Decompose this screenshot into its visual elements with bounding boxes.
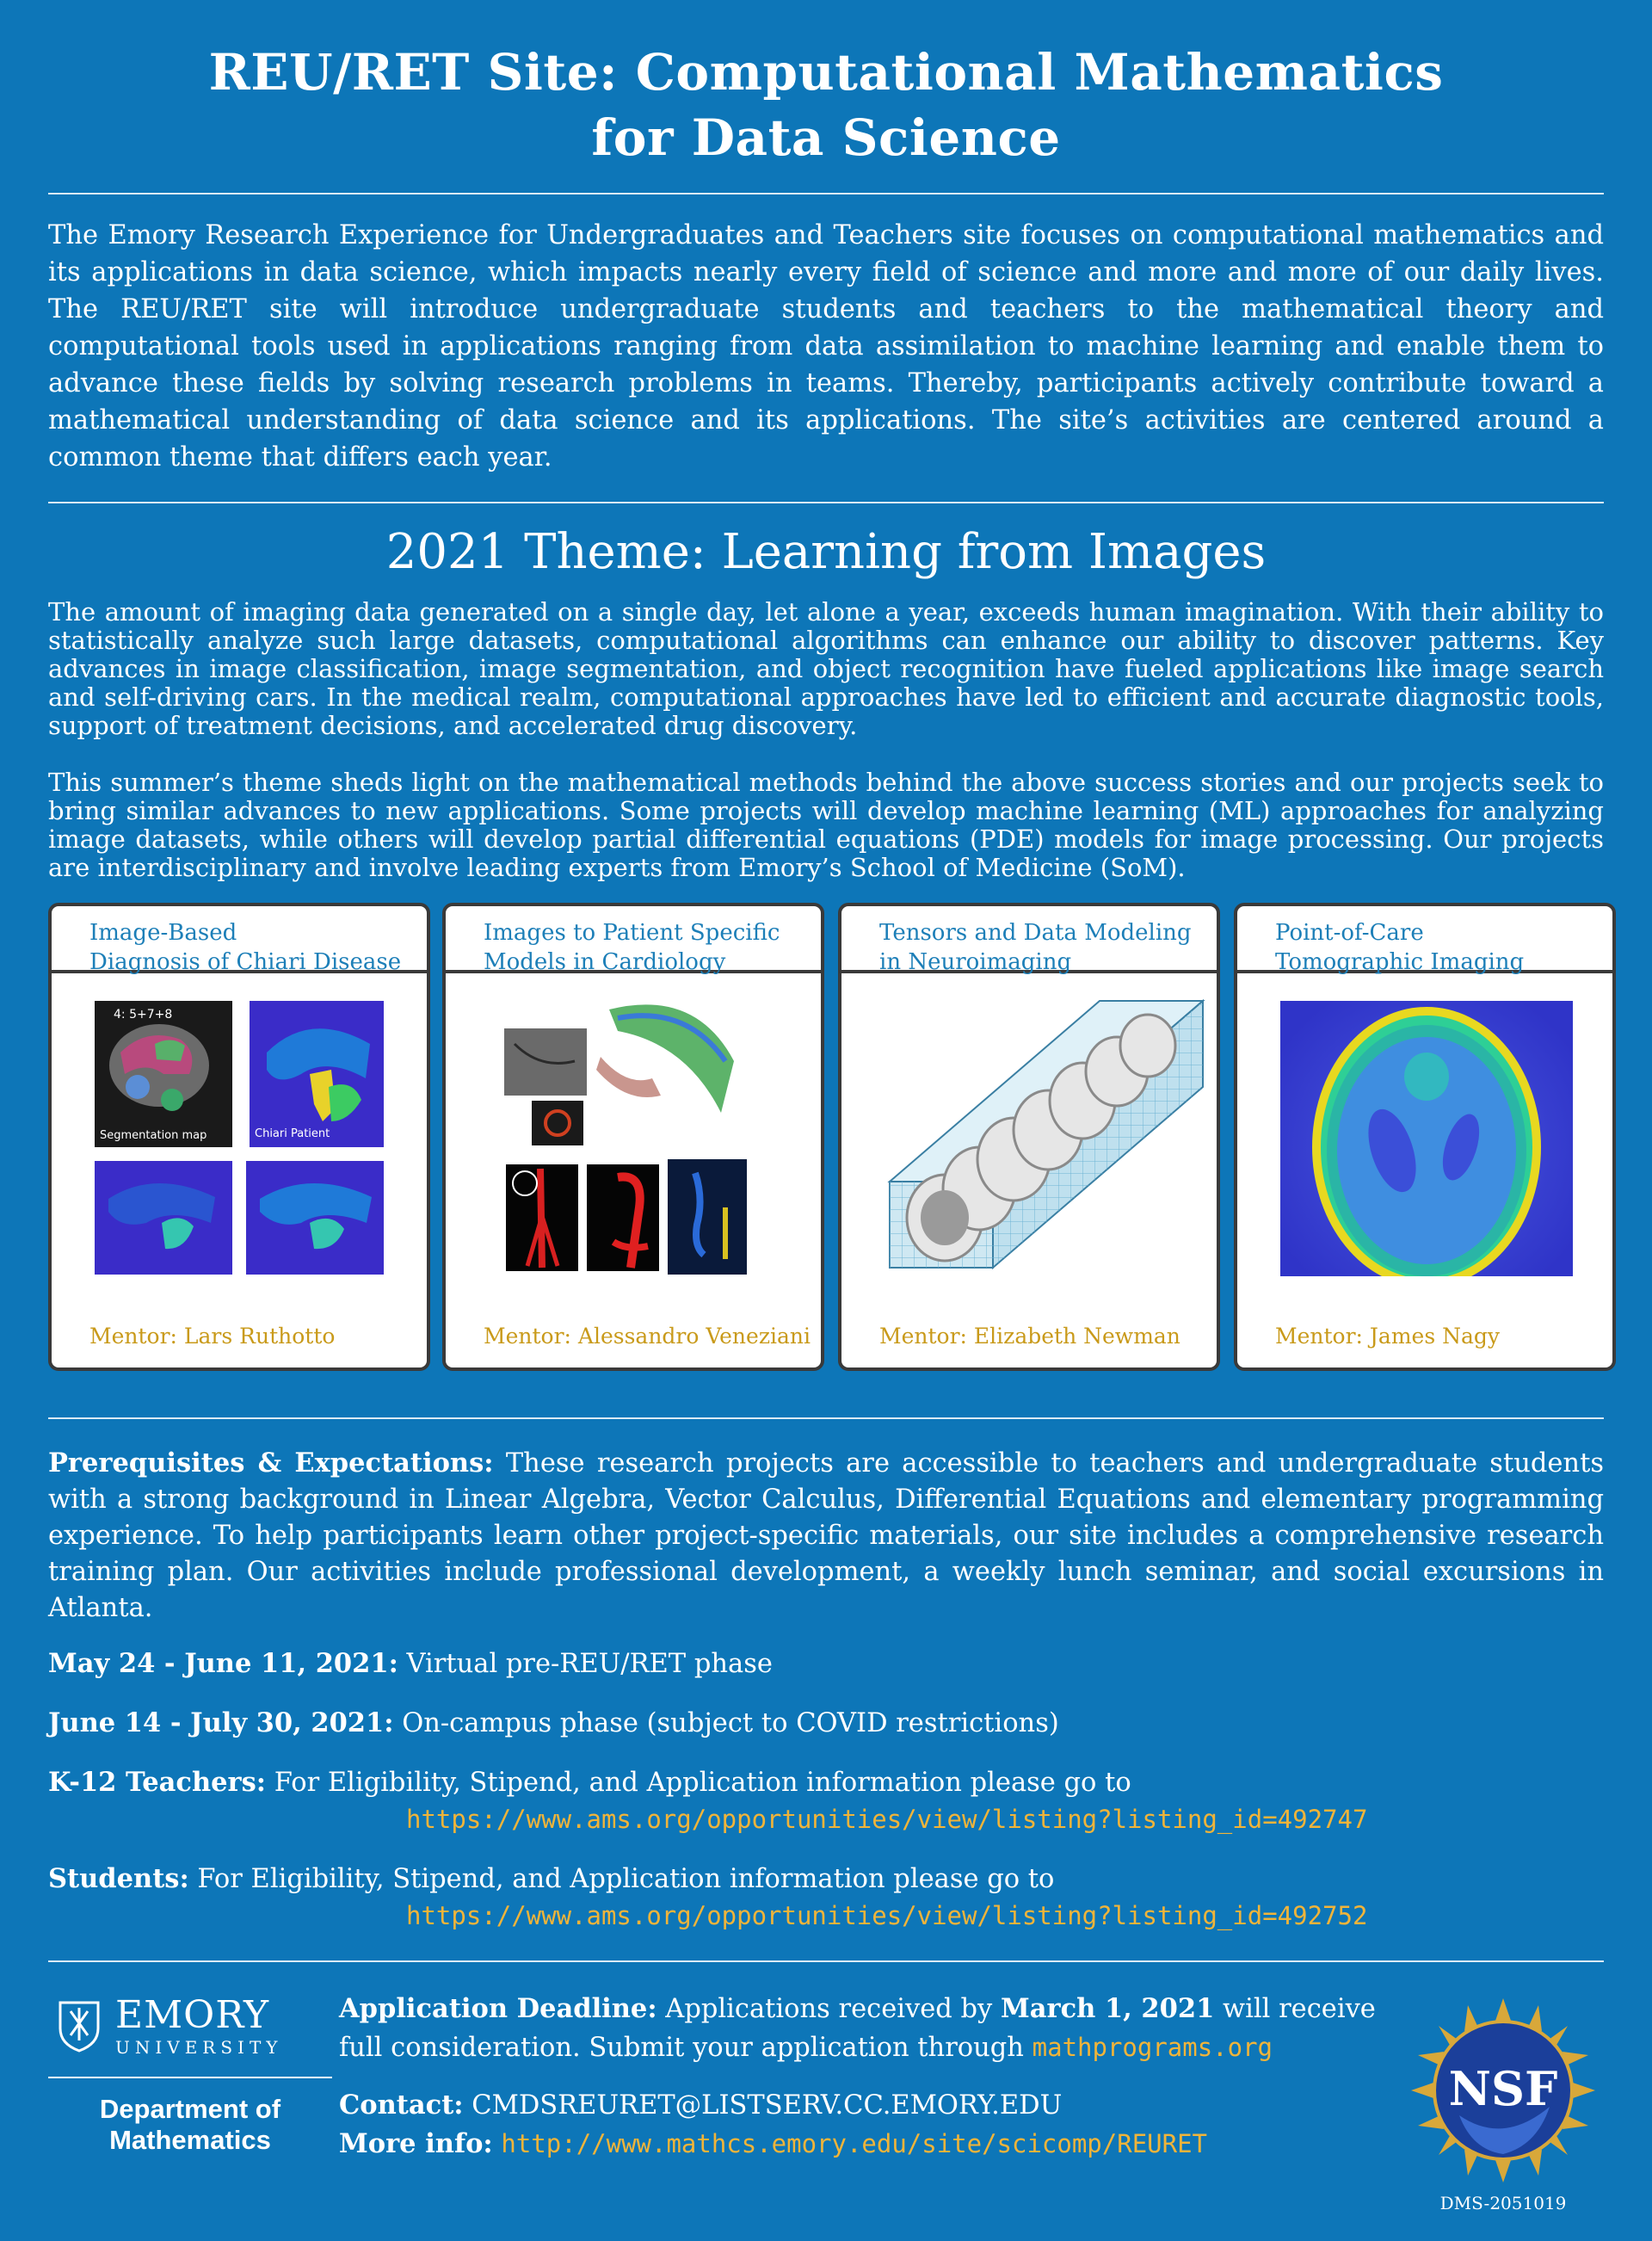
deadline-text1: Applications received by (665, 1994, 993, 2024)
theme-paragraph-2: This summer’s theme sheds light on the mathematical methods behind the above success stories and our projects seek to bring similar advances to new applications. Some projects will develop machine learning (ML) approaches for analyzing image datasets, while others will develop partial differential equations (PDE) models for image processing. Our projects are interdisciplinary and involve leading experts from Emory’s School of Medicine (SoM). (48, 768, 1604, 882)
card-title-line2: in Neuroimaging (879, 949, 1072, 975)
project-card-chiari (48, 903, 430, 1371)
date-row (48, 1705, 1604, 1742)
date-text: On-campus phase (subject to COVID restrictions) (402, 1708, 1059, 1738)
card-title-line1: Point-of-Care (1275, 920, 1424, 946)
deadline-text2: will receive full consideration. Submit your application through (339, 1994, 1376, 2063)
students-text: For Eligibility, Stipend, and Application information please go to (197, 1864, 1055, 1894)
teachers-text: For Eligibility, Stipend, and Application information please go to (274, 1768, 1131, 1798)
card-title-line1: Tensors and Data Modeling (879, 920, 1192, 946)
students-row (48, 1861, 1604, 1898)
date-row (48, 1645, 1604, 1682)
emory-shield-icon (57, 1999, 102, 2053)
project-card-tomography (1234, 903, 1616, 1371)
page-title (48, 40, 1604, 170)
theme-title: 2021 Theme: Learning from Images (385, 524, 1267, 580)
nsf-text: NSF (1448, 2061, 1558, 2116)
moreinfo-link[interactable]: http://www.mathcs.emory.edu/site/scicomp/REURET (501, 2129, 1207, 2158)
emory-name: EMORY (115, 1993, 270, 2037)
teachers-url-line (48, 1801, 1604, 1838)
moreinfo-line (339, 2125, 1397, 2164)
moreinfo-label: More info: (339, 2128, 493, 2159)
contact-email[interactable]: CMDSREURET@LISTSERV.CC.EMORY.EDU (472, 2090, 1063, 2121)
divider (48, 502, 1604, 503)
department-line2: Mathematics (109, 2125, 271, 2155)
deadline-date: March 1, 2021 (1000, 1993, 1215, 2024)
card-title (52, 906, 427, 973)
footer (48, 1983, 1604, 2241)
department-line1: Department of (99, 2094, 281, 2124)
card-mentor: Mentor: Elizabeth Newman (879, 1324, 1180, 1349)
card-title (446, 906, 821, 973)
mri-label-top: 4: 5+7+8 (114, 1008, 173, 1022)
card-mentor: Mentor: Lars Ruthotto (89, 1324, 336, 1349)
theme-paragraph-1: The amount of imaging data generated on a single day, let alone a year, exceeds human imagination. With their ability to statistically analyze such large datasets, computational algorithms can enhance our ability to discover patterns. Key advances in image classification, image segmentation, and object recognition have fueled applications like image search and self-driving cars. In the medical realm, computational approaches have led to efficient and accurate diagnostic tools, support of treatment decisions, and accelerated drug discovery. (48, 597, 1604, 740)
simulation-image (668, 1159, 747, 1275)
date-label: June 14 - July 30, 2021: (48, 1707, 394, 1738)
phantom-figure (1237, 992, 1612, 1276)
divider (48, 1417, 1604, 1419)
teachers-row (48, 1764, 1604, 1801)
chiari-patient-label: Chiari Patient (255, 1127, 330, 1140)
logo-divider (48, 2077, 332, 2078)
deadline-label: Application Deadline: (339, 1993, 657, 2024)
deadline-line (339, 1990, 1397, 2067)
prereq-text: These research projects are accessible to teachers and undergraduate students with a strong background in Linear Algebra, Vector Calculus, Differential Equations and elementary programming experience. To help participants learn other project-specific materials, our site includes a comprehensive research training plan. Our activities include professional development, a weekly lunch seminar, and social excursions in Atlanta. (48, 1448, 1604, 1623)
students-link[interactable]: https://www.ams.org/opportunities/view/listing?listing_id=492752 (406, 1901, 1368, 1930)
footer-info (339, 1990, 1397, 2164)
nsf-logo-icon (1408, 1995, 1599, 2186)
tensor-figure (841, 992, 1217, 1276)
project-cards (48, 903, 1604, 1378)
mathprograms-link[interactable]: mathprograms.org (1032, 2033, 1273, 2062)
card-title-line2: Tomographic Imaging (1275, 949, 1525, 975)
project-card-neuroimaging (838, 903, 1220, 1371)
card-title-line2: Diagnosis of Chiari Disease (89, 949, 402, 975)
card-title (841, 906, 1217, 973)
date-label: May 24 - June 11, 2021: (48, 1648, 398, 1679)
card-title (1237, 906, 1612, 973)
contact-line (339, 2086, 1397, 2125)
emory-subtitle: UNIVERSITY (115, 2037, 283, 2058)
card-mentor: Mentor: James Nagy (1275, 1324, 1501, 1349)
project-card-cardiology (442, 903, 824, 1371)
prereq-label: Prerequisites & Expectations: (48, 1448, 494, 1479)
chiari-segmentation-figure (52, 992, 427, 1276)
students-url-line (48, 1898, 1604, 1935)
card-title-line1: Images to Patient Specific (484, 920, 780, 946)
teachers-label: K-12 Teachers: (48, 1767, 267, 1798)
card-title-line2: Models in Cardiology (484, 949, 726, 975)
students-label: Students: (48, 1863, 189, 1894)
mri-label-bottom: Segmentation map (100, 1129, 207, 1142)
page-title-line2: for Data Science (591, 108, 1061, 167)
teachers-link[interactable]: https://www.ams.org/opportunities/view/listing?listing_id=492747 (406, 1805, 1368, 1834)
divider (48, 193, 1604, 194)
divider (48, 1960, 1604, 1962)
card-mentor: Mentor: Alessandro Veneziani (484, 1324, 811, 1349)
page-title-line1: REU/RET Site: Computational Mathematics (208, 43, 1444, 102)
emory-logo-block (48, 1993, 332, 2156)
prerequisites-section (48, 1445, 1604, 1627)
contact-label: Contact: (339, 2090, 464, 2121)
card-title-line1: Image-Based (89, 920, 237, 946)
nsf-logo-block (1408, 1995, 1599, 2213)
flyer-page (48, 0, 1604, 2241)
grant-number: DMS-2051019 (1439, 2193, 1567, 2213)
date-text: Virtual pre-REU/RET phase (406, 1649, 773, 1679)
intro-paragraph: The Emory Research Experience for Undergraduates and Teachers site focuses on computational mathematics and its applications in data science, which impacts nearly every field of science and more and more of our daily lives. The REU/RET site will introduce undergraduate students and teachers to the mathematical theory and computational tools used in applications ranging from data assimilation to machine learning and enable them to advance these fields by solving research problems in teams. Thereby, participants actively contribute toward a mathematical understanding of data science and its applications. The site’s activities are centered around a common theme that differs each year. (48, 220, 1604, 472)
department-name (48, 2094, 332, 2156)
cardiology-figure (446, 992, 821, 1276)
